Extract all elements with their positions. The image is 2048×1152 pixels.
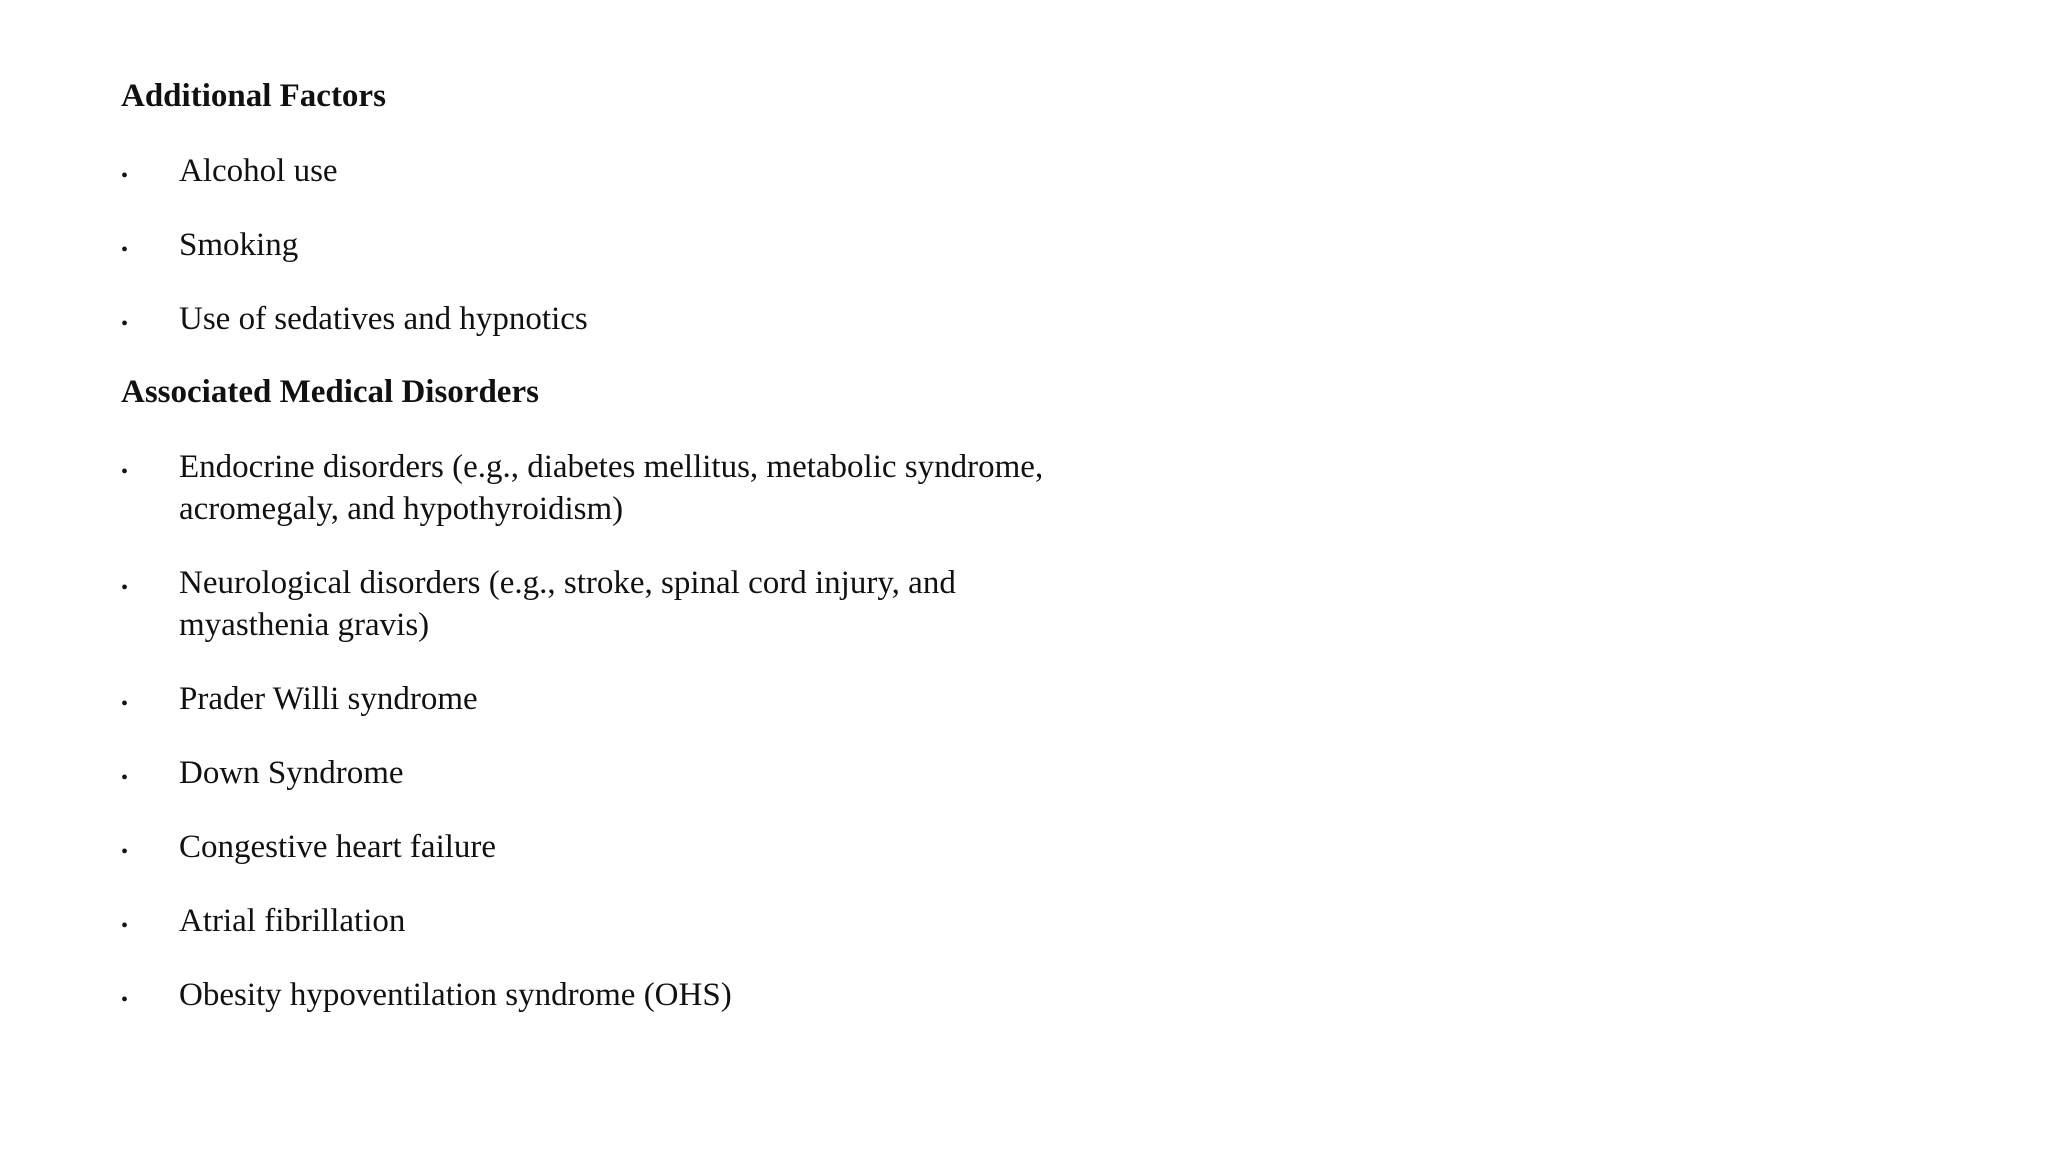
list-item (121, 298, 1121, 340)
bullet-icon: • (121, 915, 129, 937)
list-item (121, 826, 1121, 868)
bullet-icon: • (121, 239, 129, 261)
list-item-text: Atrial fibrillation (179, 903, 406, 939)
list-item (121, 678, 1121, 720)
list-item (121, 752, 1121, 794)
list-item (121, 974, 1121, 1016)
bullet-icon: • (121, 989, 129, 1011)
list-item (121, 900, 1121, 942)
list-item-text: Neurological disorders (e.g., stroke, spinal cord injury, and myasthenia gravis) (179, 565, 956, 643)
list-item-text: Congestive heart failure (179, 829, 497, 865)
section-associated-medical-disorders (121, 370, 1121, 1016)
list-item-text: Endocrine disorders (e.g., diabetes mellitus, metabolic syndrome, acromegaly, and hypothyroidism) (179, 449, 1044, 527)
bullet-icon: • (121, 693, 129, 715)
list-item (121, 224, 1121, 266)
bullet-icon: • (121, 313, 129, 335)
section-additional-factors (121, 74, 1121, 340)
bullet-icon: • (121, 461, 129, 483)
list-item-text: Use of sedatives and hypnotics (179, 301, 588, 337)
bullet-icon: • (121, 767, 129, 789)
document-body (121, 74, 1121, 1016)
section-heading: Additional Factors (121, 78, 386, 114)
list-item (121, 562, 1121, 646)
bullet-icon: • (121, 577, 129, 599)
bullet-list (121, 150, 1121, 340)
list-item-text: Alcohol use (179, 153, 338, 189)
section-heading: Associated Medical Disorders (121, 374, 539, 410)
list-item (121, 446, 1159, 530)
list-item-text: Prader Willi syndrome (179, 681, 478, 717)
bullet-icon: • (121, 165, 129, 187)
list-item-text: Smoking (179, 227, 299, 263)
list-item-text: Obesity hypoventilation syndrome (OHS) (179, 977, 732, 1013)
list-item (121, 150, 1121, 192)
list-item-text: Down Syndrome (179, 755, 404, 791)
bullet-icon: • (121, 841, 129, 863)
bullet-list (121, 446, 1121, 1016)
